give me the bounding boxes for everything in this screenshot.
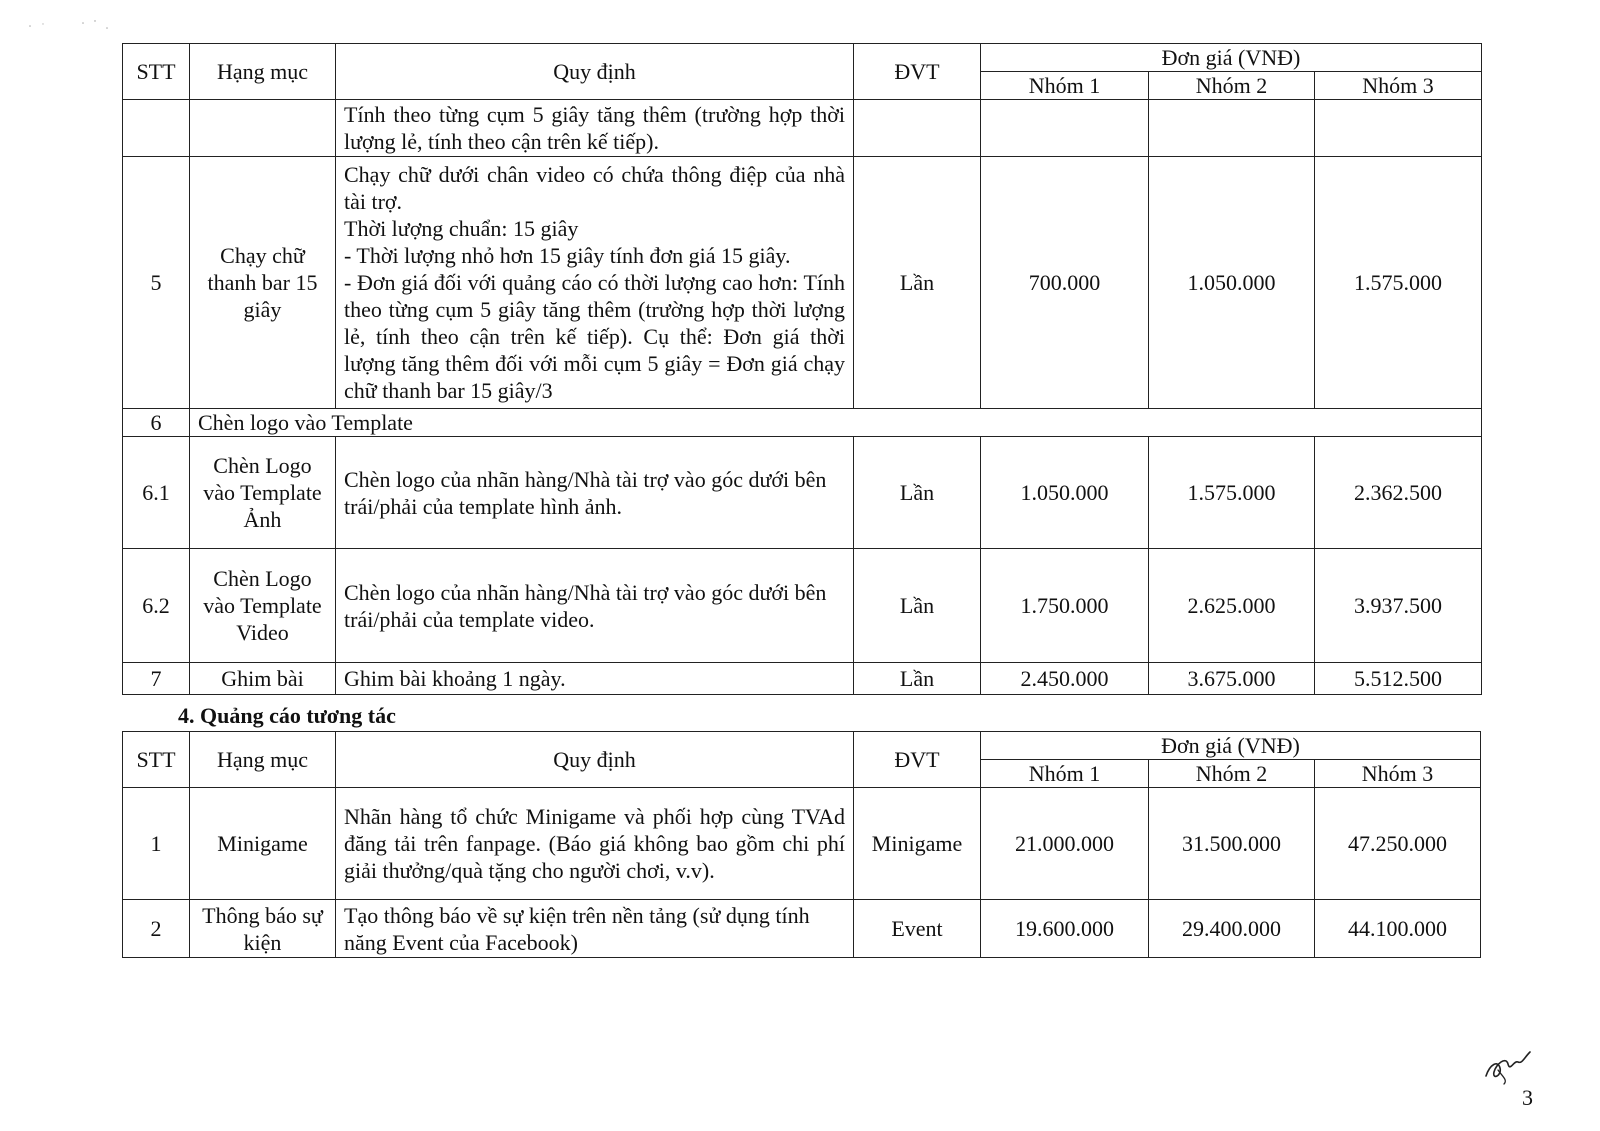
row5-quy-dinh-line-1: Chạy chữ dưới chân video có chứa thông điệp của nhà tài trợ.	[344, 162, 845, 214]
t2-row2-quy-dinh: Tạo thông báo về sự kiện trên nền tảng (sử dụng tính năng Event của Facebook)	[336, 900, 854, 958]
t2-header-hang-muc: Hạng mục	[190, 732, 336, 788]
row7-quy-dinh: Ghim bài khoảng 1 ngày.	[336, 663, 854, 695]
header-nhom-1: Nhóm 1	[981, 72, 1149, 100]
t2-header-don-gia: Đơn giá (VNĐ)	[981, 732, 1481, 760]
row62-quy-dinh: Chèn logo của nhãn hàng/Nhà tài trợ vào góc dưới bên trái/phải của template video.	[336, 549, 854, 663]
header-hang-muc: Hạng mục	[190, 44, 336, 100]
row5-quy-dinh-line-4: - Đơn giá đối với quảng cáo có thời lượng cao hơn: Tính theo từng cụm 5 giây tăng thêm (trường hợp thời lượng lẻ, tính theo cận trên kế tiếp). Cụ thể: Đơn giá thời lượng tăng thêm đối với mỗi cụm 5 giây = Đơn giá chạy chữ thanh bar 15 giây/3	[344, 270, 845, 403]
row62-dvt: Lần	[854, 549, 981, 663]
row7-stt: 7	[123, 663, 190, 695]
table-row	[123, 157, 1482, 409]
t2-header-dvt: ĐVT	[854, 732, 981, 788]
row62-nhom-3: 3.937.500	[1315, 549, 1482, 663]
row6-title: Chèn logo vào Template	[190, 409, 1482, 437]
t2-header-nhom-3: Nhóm 3	[1315, 760, 1481, 788]
row7-hang-muc: Ghim bài	[190, 663, 336, 695]
table-row	[123, 900, 1481, 958]
t2-row2-nhom-1: 19.600.000	[981, 900, 1149, 958]
t2-row2-hang-muc: Thông báo sự kiện	[190, 900, 336, 958]
row61-quy-dinh: Chèn logo của nhãn hàng/Nhà tài trợ vào góc dưới bên trái/phải của template hình ảnh.	[336, 437, 854, 549]
row5-stt: 5	[123, 157, 190, 409]
row7-nhom-2: 3.675.000	[1149, 663, 1315, 695]
t2-header-nhom-2: Nhóm 2	[1149, 760, 1315, 788]
t2-row1-nhom-3: 47.250.000	[1315, 788, 1481, 900]
pricing-table-1	[122, 43, 1482, 695]
t2-row1-nhom-2: 31.500.000	[1149, 788, 1315, 900]
scan-specks	[25, 18, 115, 40]
row62-nhom-1: 1.750.000	[981, 549, 1149, 663]
row61-dvt: Lần	[854, 437, 981, 549]
page-number: 3	[1522, 1085, 1533, 1110]
row5-quy-dinh	[336, 157, 854, 409]
header-quy-dinh: Quy định	[336, 44, 854, 100]
row5-quy-dinh-line-3: - Thời lượng nhỏ hơn 15 giây tính đơn giá 15 giây.	[344, 243, 791, 268]
table-row	[123, 549, 1482, 663]
t2-row2-nhom-2: 29.400.000	[1149, 900, 1315, 958]
header-nhom-3: Nhóm 3	[1315, 72, 1482, 100]
t2-header-nhom-1: Nhóm 1	[981, 760, 1149, 788]
t2-row1-dvt: Minigame	[854, 788, 981, 900]
t2-row1-quy-dinh: Nhãn hàng tổ chức Minigame và phối hợp cùng TVAd đăng tải trên fanpage. (Báo giá không bao gồm chi phí giải thưởng/quà tặng cho người chơi, v.v).	[336, 788, 854, 900]
t2-row1-nhom-1: 21.000.000	[981, 788, 1149, 900]
table-row	[123, 663, 1482, 695]
header-nhom-2: Nhóm 2	[1149, 72, 1315, 100]
header-stt: STT	[123, 44, 190, 100]
row61-nhom-3: 2.362.500	[1315, 437, 1482, 549]
row62-hang-muc: Chèn Logo vào Template Video	[190, 549, 336, 663]
row61-stt: 6.1	[123, 437, 190, 549]
row7-nhom-1: 2.450.000	[981, 663, 1149, 695]
t2-row2-nhom-3: 44.100.000	[1315, 900, 1481, 958]
row61-hang-muc: Chèn Logo vào Template Ảnh	[190, 437, 336, 549]
row5-nhom-2: 1.050.000	[1149, 157, 1315, 409]
row61-nhom-1: 1.050.000	[981, 437, 1149, 549]
table-row	[123, 100, 1482, 157]
t2-header-stt: STT	[123, 732, 190, 788]
handwritten-initials-signature	[1478, 1046, 1538, 1086]
header-dvt: ĐVT	[854, 44, 981, 100]
row5-quy-dinh-line-2: Thời lượng chuẩn: 15 giây	[344, 216, 579, 241]
row5-nhom-3: 1.575.000	[1315, 157, 1482, 409]
section-4-title: 4. Quảng cáo tương tác	[178, 703, 396, 728]
row7-dvt: Lần	[854, 663, 981, 695]
row7-nhom-3: 5.512.500	[1315, 663, 1482, 695]
row-cont-quy-dinh: Tính theo từng cụm 5 giây tăng thêm (trường hợp thời lượng lẻ, tính theo cận trên kế tiếp).	[336, 100, 854, 157]
table-row	[123, 437, 1482, 549]
t2-header-quy-dinh: Quy định	[336, 732, 854, 788]
table-row	[123, 788, 1481, 900]
pricing-table-2	[122, 731, 1481, 958]
row5-hang-muc: Chạy chữ thanh bar 15 giây	[190, 157, 336, 409]
header-don-gia: Đơn giá (VNĐ)	[981, 44, 1482, 72]
row61-nhom-2: 1.575.000	[1149, 437, 1315, 549]
row5-dvt: Lần	[854, 157, 981, 409]
row62-nhom-2: 2.625.000	[1149, 549, 1315, 663]
t2-row1-hang-muc: Minigame	[190, 788, 336, 900]
row6-stt: 6	[123, 409, 190, 437]
t2-row1-stt: 1	[123, 788, 190, 900]
t2-row2-stt: 2	[123, 900, 190, 958]
row5-nhom-1: 700.000	[981, 157, 1149, 409]
t2-row2-dvt: Event	[854, 900, 981, 958]
row62-stt: 6.2	[123, 549, 190, 663]
table-row	[123, 409, 1482, 437]
